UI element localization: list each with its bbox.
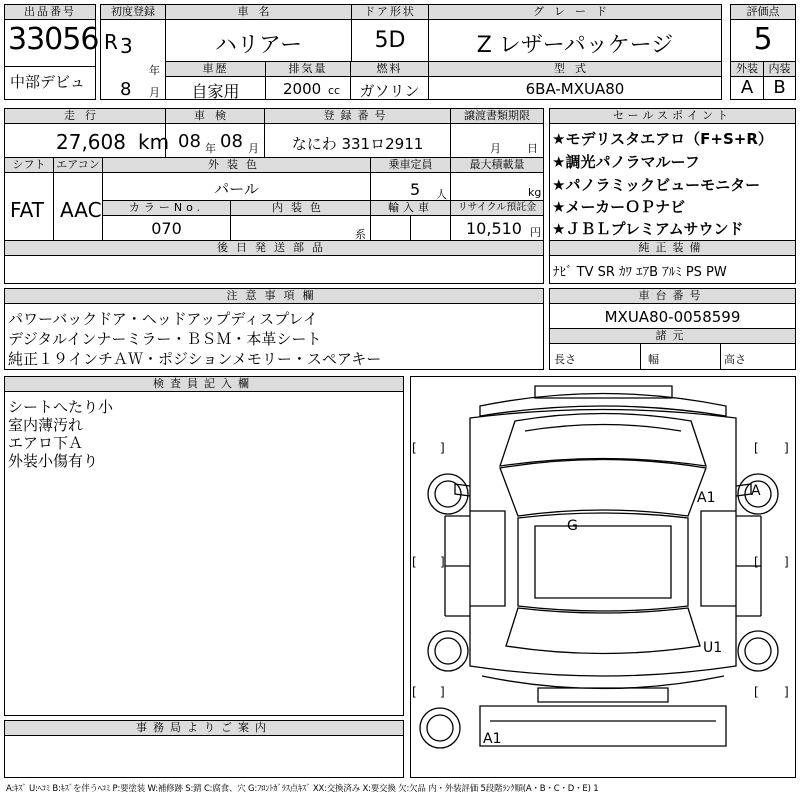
notes-line: パワーバックドア・ヘッドアップディスプレイ [8,310,318,328]
grade-label: グレード [429,5,721,20]
damage-mark-a1-bottom: A1 [483,731,502,747]
first-reg-month-unit: 月 [149,86,160,99]
svg-text:]: ] [784,441,789,455]
svg-text:[: [ [412,685,417,699]
chassis-value: MXUA80-0058599 [604,308,741,326]
svg-text:]: ] [784,555,789,569]
interior-grade: B [773,77,786,98]
grade-value: Z レザーパッケージ [476,33,674,58]
mileage-label: 走行 [5,109,165,124]
capacity-label: 乗車定員 [371,158,450,173]
svg-text:]: ] [440,685,445,699]
max-load-unit: kg [528,186,542,199]
inspector-line: エアロ下Ａ [8,434,84,452]
displacement-value: 2000 [283,80,322,98]
recycle-unit: 円 [530,226,541,239]
sales-point-item: ★メーカーＯＰナビ [552,198,686,216]
spec-width-label: 幅 [648,353,659,366]
plate-value: なにわ 331ロ2911 [291,135,424,153]
color-no-value: 070 [151,219,182,238]
transfer-day-unit: 日 [527,142,538,155]
shift-label: シフト [5,158,53,173]
genuine-equipment-label: 純正装備 [550,241,795,256]
inspector-line: 外装小傷有り [8,452,99,470]
transfer-month-unit: 月 [490,142,501,155]
svg-text:]: ] [440,441,445,455]
svg-text:[: [ [754,685,759,699]
history-value: 自家用 [191,82,240,101]
svg-text:[: [ [412,441,417,455]
mileage-value: 27,608 [56,130,126,154]
exterior-grade: A [740,77,754,98]
max-load-label: 最大積載量 [451,158,543,173]
door-label: ドア形状 [352,5,428,20]
specs-label: 諸元 [550,329,795,344]
damage-mark-u1-right: U1 [703,640,723,656]
lot-label: 出品番号 [5,5,95,20]
inspector-line: シートへたり小 [8,398,114,416]
shift-value: FAT [10,198,45,222]
sales-point-item: ★モデリスタエアロ（F+S+R） [552,130,773,148]
genuine-equipment-value: ﾅﾋﾞ TV SR ｶﾜ ｴｱB ｱﾙﾐ PS PW [553,265,727,280]
fuel-label: 燃料 [351,62,428,77]
first-reg-era: R [104,30,118,54]
sales-point-item: ★調光パノラマルーフ [552,153,700,171]
lot-number: 33056 [8,22,99,57]
displacement-label: 排気量 [266,62,350,77]
inspection-year-unit: 年 [205,142,216,155]
inspector-line: 室内薄汚れ [8,416,84,434]
transfer-label: 譲渡書類期限 [451,109,543,124]
aircon-label: エアコン [54,158,102,173]
svg-text:[: [ [754,555,759,569]
sales-points-label: セールスポイント [550,109,795,124]
inspector-label: 検査員記入欄 [5,377,403,392]
first-reg-label: 初度登録 [101,5,165,20]
ext-color-label: 外装色 [103,158,370,173]
svg-text:]: ] [440,555,445,569]
capacity-unit: 人 [436,188,447,201]
chassis-label: 車台番号 [550,289,795,304]
score-value: 5 [753,22,773,57]
model-value: 6BA-MXUA80 [525,80,625,98]
inspection-month: 08 [220,131,243,152]
fuel-value: ガソリン [359,82,420,100]
damage-mark-a-circle: A [751,483,761,499]
import-label: 輸入車 [371,201,450,216]
recycle-label: リサイクル預託金 [451,201,543,216]
aircon-value: AAC [60,198,102,222]
mileage-unit: km [138,130,170,154]
inspection-label: 車検 [166,109,264,124]
int-color-label: 内装色 [231,201,370,216]
car-diagram [410,376,796,778]
office-label: 事務局よりご案内 [5,721,403,736]
first-reg-month: 8 [120,79,132,100]
ext-color-value: パール [214,180,259,198]
damage-mark-g-roof: G [567,518,578,534]
door-value: 5D [374,28,406,53]
car-name-value: ハリアー [214,33,303,58]
notes-label: 注意事項欄 [5,289,543,304]
later-parts-label: 後日発送部品 [5,241,543,256]
spec-height-label: 高さ [724,353,746,366]
recycle-value: 10,510 [466,219,522,238]
sales-point-item: ★ＪＢＬプレミアムサウンド [552,220,744,238]
plate-label: 登録番号 [265,109,450,124]
first-reg-year-unit: 年 [149,64,160,77]
history-label: 車歴 [166,62,265,77]
legend-text: A:ｷｽﾞ U:ﾍｺﾐ B:ｷｽﾞを伴うﾍｺﾐ P:要塗装 W:補修跡 S:錆 C:腐食、穴 G:ﾌﾛﾝﾄｶﾞﾗｽ点ｷｽﾞ XX:交換済み X:要交換 欠:欠品 内・外装評価 5段階ﾗﾝｸ順(A・B・C・D・E) 1 [6,784,599,794]
sales-point-item: ★パノラミックビューモニター [552,176,761,194]
notes-line: デジタルインナーミラー・ＢＳＭ・本革シート [8,330,322,348]
inspection-year: 08 [178,131,201,152]
svg-text:[: [ [754,441,759,455]
first-reg-year: 3 [120,34,133,58]
color-no-label: カラーNo. [103,201,230,216]
int-color-suffix: 系 [355,228,366,241]
displacement-unit: cc [328,84,341,97]
score-label: 評価点 [731,5,795,20]
spec-length-label: 長さ [554,353,576,366]
venue: 中部デビュ [10,73,86,91]
capacity-value: 5 [410,180,421,199]
svg-text:[: [ [412,555,417,569]
inspection-month-unit: 月 [248,142,259,155]
notes-line: 純正１９インチＡＷ・ポジションメモリー・スペアキー [8,350,382,368]
exterior-label: 外装 [731,62,763,77]
damage-mark-a1-right: A1 [697,490,716,506]
model-label: 型式 [429,62,721,77]
svg-text:]: ] [784,685,789,699]
interior-label: 内装 [764,62,795,77]
car-name-label: 車名 [166,5,351,20]
